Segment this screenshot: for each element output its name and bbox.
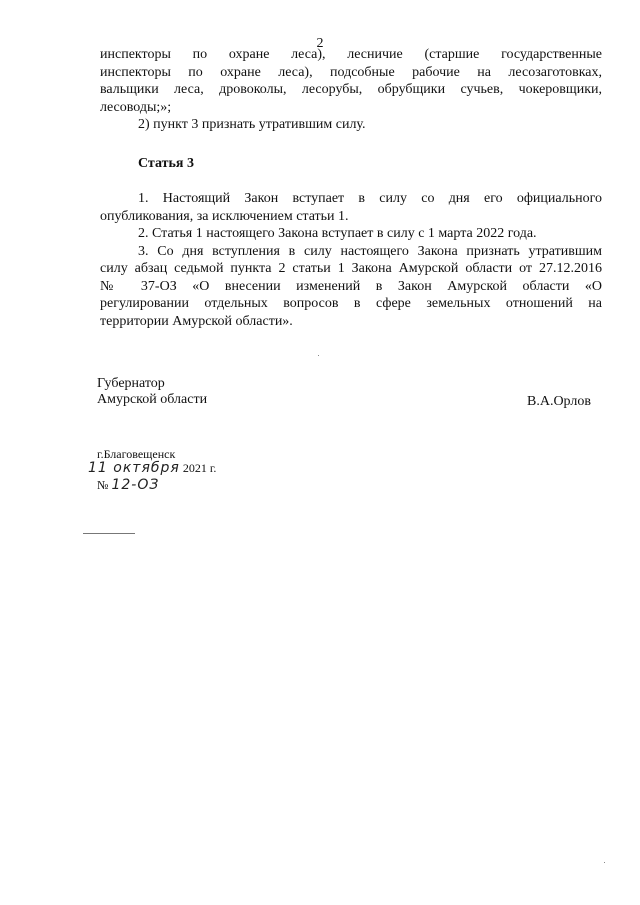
paragraph-1-line: опубликования, за исключением статьи 1. [100, 208, 349, 224]
signatory-title-line: Амурской области [97, 392, 208, 407]
text-line: лесоводы;»; [100, 99, 172, 115]
scan-rule-mark [83, 533, 135, 534]
scan-speck [318, 355, 319, 356]
paragraph-3-line: силу абзац седьмой пункта 2 статьи 1 Закона Амурской области от 27.12.2016 [100, 261, 602, 276]
scan-speck [604, 862, 605, 863]
paragraph-2: 2. Статья 1 настоящего Закона вступает в силу с 1 марта 2022 года. [138, 226, 537, 241]
article-3-body [100, 190, 602, 330]
law-text-continuation [100, 46, 602, 134]
signatory-name: В.А.Орлов [527, 394, 591, 409]
paragraph-3-line: № 37-ОЗ «О внесении изменений в Закон Амурской области «О [100, 278, 602, 294]
handwritten-law-number: 12-ОЗ [111, 477, 160, 493]
signatory-title-line: Губернатор [97, 376, 165, 391]
paragraph-3-line: территории Амурской области». [100, 313, 293, 329]
law-number-line [97, 477, 159, 493]
text-line: инспекторы по охране леса), лесничие (старшие государственные [100, 47, 602, 62]
paragraph-3-line: регулировании отдельных вопросов в сфере земельных отношений на [100, 296, 602, 311]
paragraph-3-line: 3. Со дня вступления в силу настоящего Закона признать утратившим [138, 243, 602, 259]
handwritten-date: 11 октября [88, 460, 180, 476]
city-line: г.Благовещенск [97, 447, 176, 461]
date-year: 2021 г. [182, 461, 217, 475]
number-sign: № [97, 478, 109, 492]
paragraph-1-line: 1. Настоящий Закон вступает в силу со дня его официального [138, 191, 602, 206]
article-3-heading: Статья 3 [138, 156, 194, 171]
signatory-title [97, 376, 207, 408]
date-line [88, 460, 216, 476]
text-line: вальщики леса, дровоколы, лесорубы, обрубщики сучьев, чокеровщики, [100, 82, 602, 97]
text-line: инспекторы по охране леса), подсобные рабочие на лесозаготовках, [100, 64, 602, 80]
page-number: 2 [316, 36, 324, 51]
item-2-text: 2) пункт 3 признать утратившим силу. [138, 117, 366, 132]
